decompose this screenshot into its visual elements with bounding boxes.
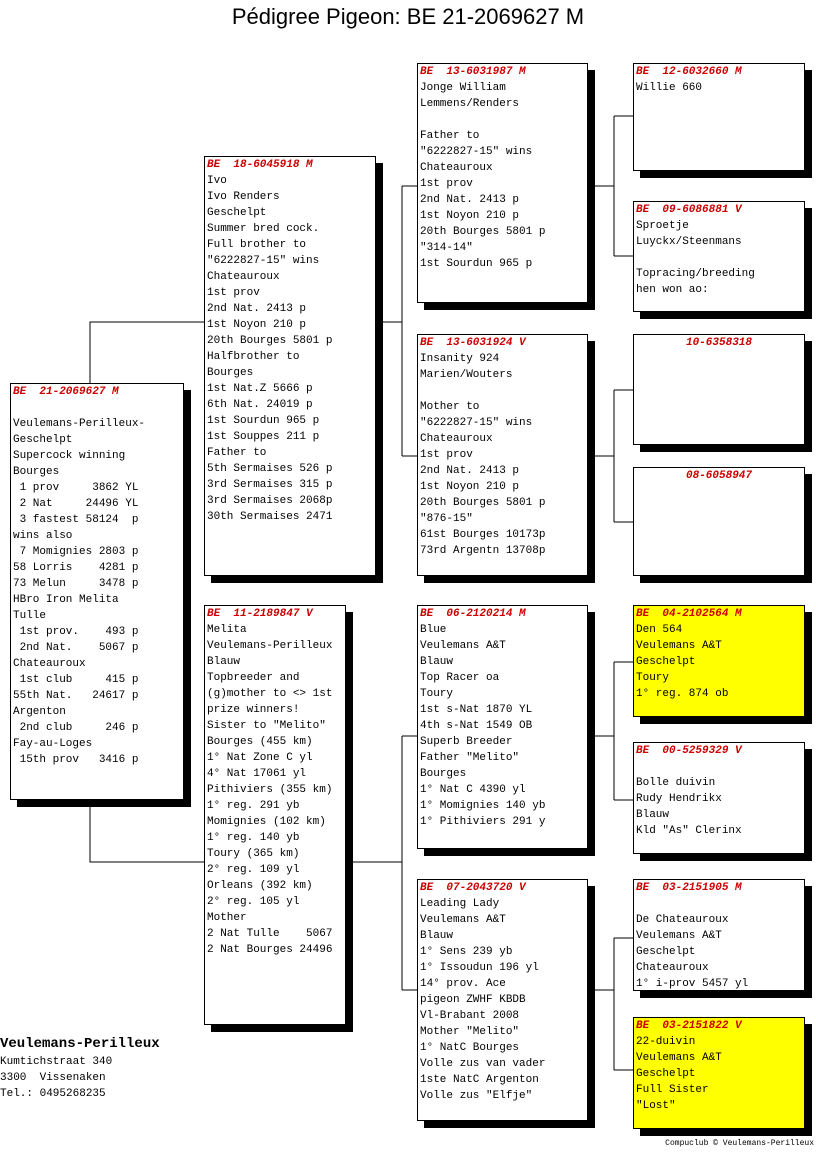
- detail-line: Volle zus van vader: [420, 1058, 546, 1070]
- fmm-ring-number: 08-6058947: [685, 470, 752, 482]
- paternal-grandmother-card: [417, 334, 588, 576]
- mother-ring-number: BE 11-2189847 V: [207, 608, 313, 620]
- ffm-ring-number: BE 09-6086881 V: [636, 204, 742, 216]
- detail-line: Mother "Melito": [420, 1026, 520, 1038]
- detail-line: Toury: [420, 688, 454, 700]
- detail-line: Geschelpt: [636, 656, 696, 668]
- detail-line: Blauw: [207, 656, 241, 668]
- great-grandparent-card-mff: [633, 605, 805, 717]
- detail-line: Vl-Brabant 2008: [420, 1010, 520, 1022]
- detail-line: Father to: [207, 447, 267, 459]
- mmf-details: [636, 896, 802, 991]
- detail-line: Veulemans A&T: [420, 640, 506, 652]
- detail-line: 1st prov. 493 p: [13, 626, 139, 638]
- mother-card: [204, 605, 346, 1025]
- breeder-name: Veulemans-Perilleux: [0, 1036, 160, 1052]
- detail-line: Sister to "Melito": [207, 720, 326, 732]
- detail-line: Bourges: [207, 367, 254, 379]
- detail-line: 2nd Nat. 2413 p: [420, 194, 520, 206]
- detail-line: [636, 759, 802, 775]
- detail-line: Fay-au-Loges: [13, 738, 93, 750]
- detail-line: 3rd Sermaises 315 p: [207, 479, 333, 491]
- detail-line: Geschelpt: [207, 207, 267, 219]
- detail-line: 1° Issoudun 196 yl: [420, 962, 539, 974]
- breeder-street: Kumtichstraat 340: [0, 1056, 113, 1068]
- detail-line: 1° Nat Zone C yl: [207, 752, 313, 764]
- detail-line: 1st Sourdun 965 p: [207, 415, 320, 427]
- detail-line: 58 Lorris 4281 p: [13, 562, 139, 574]
- detail-line: 3rd Sermaises 2068p: [207, 495, 333, 507]
- detail-line: Father "Melito": [420, 752, 520, 764]
- great-grandparent-card-fmm: [633, 467, 805, 576]
- great-grandparent-card-ffm: [633, 201, 805, 312]
- detail-line: Luyckx/Steenmans: [636, 236, 742, 248]
- detail-line: Full Sister: [636, 1084, 709, 1096]
- detail-line: Melita: [207, 624, 247, 636]
- detail-line: Topracing/breeding: [636, 268, 755, 280]
- detail-line: Veulemans-Perilleux: [207, 640, 333, 652]
- detail-line: Orleans (392 km): [207, 880, 313, 892]
- detail-line: [636, 896, 802, 912]
- subject-details: [13, 400, 181, 768]
- detail-line: 1° Sens 239 yb: [420, 946, 513, 958]
- fmf-ring-number: 10-6358318: [685, 337, 752, 349]
- detail-line: Full brother to: [207, 239, 307, 251]
- detail-line: Willie 660: [636, 82, 703, 94]
- detail-line: Toury: [636, 672, 670, 684]
- mfm-details: [636, 759, 802, 839]
- detail-line: 2 Nat 24496 YL: [13, 498, 139, 510]
- detail-line: 2° reg. 105 yl: [207, 896, 300, 908]
- detail-line: Jonge William: [420, 82, 506, 94]
- detail-line: 1st Noyon 210 p: [420, 210, 520, 222]
- detail-line: 1st prov: [420, 178, 473, 190]
- detail-line: 1st Noyon 210 p: [207, 319, 307, 331]
- footer-credit: Compuclub © Veulemans-Perilleux: [665, 1139, 814, 1148]
- detail-line: 2 Nat Bourges 24496: [207, 944, 333, 956]
- detail-line: Ivo: [207, 175, 227, 187]
- detail-line: Chateauroux: [636, 962, 709, 974]
- detail-line: [420, 383, 585, 399]
- detail-line: 73 Melun 3478 p: [13, 578, 139, 590]
- detail-line: Top Racer oa: [420, 672, 500, 684]
- detail-line: 2° reg. 109 yl: [207, 864, 300, 876]
- detail-line: Pithiviers (355 km): [207, 784, 333, 796]
- detail-line: Rudy Hendrikx: [636, 793, 722, 805]
- mff-ring-number: BE 04-2102564 M: [636, 608, 742, 620]
- detail-line: 20th Bourges 5801 p: [207, 335, 333, 347]
- detail-line: Veulemans A&T: [636, 1052, 722, 1064]
- father-ring-number: BE 18-6045918 M: [207, 159, 313, 171]
- maternal-grandfather-card: [417, 605, 588, 849]
- mother-details: [207, 622, 343, 958]
- detail-line: 1° NatC Bourges: [420, 1042, 520, 1054]
- detail-line: Father to: [420, 130, 480, 142]
- detail-line: Veulemans A&T: [636, 930, 722, 942]
- detail-line: prize winners!: [207, 704, 300, 716]
- detail-line: 1st Noyon 210 p: [420, 481, 520, 493]
- maternal-grandmother-ring-number: BE 07-2043720 V: [420, 882, 526, 894]
- detail-line: Toury (365 km): [207, 848, 300, 860]
- detail-line: Bolle duivin: [636, 777, 716, 789]
- detail-line: Mother to: [420, 401, 480, 413]
- mmm-details: [636, 1034, 802, 1114]
- breeder-phone: Tel.: 0495268235: [0, 1088, 106, 1100]
- detail-line: 2nd Nat. 5067 p: [13, 642, 139, 654]
- detail-line: Insanity 924: [420, 353, 500, 365]
- detail-line: Lemmens/Renders: [420, 98, 520, 110]
- detail-line: 1ste NatC Argenton: [420, 1074, 539, 1086]
- detail-line: Volle zus "Elfje": [420, 1090, 533, 1102]
- detail-line: Blue: [420, 624, 447, 636]
- detail-line: "876-15": [420, 513, 473, 525]
- detail-line: 4° Nat 17061 yl: [207, 768, 307, 780]
- detail-line: Summer bred cock.: [207, 223, 320, 235]
- page-title: Pédigree Pigeon: BE 21-2069627 M: [231, 4, 585, 29]
- mmf-ring-number: BE 03-2151905 M: [636, 882, 742, 894]
- detail-line: "6222827-15" wins: [420, 417, 533, 429]
- detail-line: 1st prov: [420, 449, 473, 461]
- detail-line: pigeon ZWHF KBDB: [420, 994, 526, 1006]
- detail-line: Kld "As" Clerinx: [636, 825, 742, 837]
- great-grandparent-card-fmf: [633, 334, 805, 445]
- subject-ring-number: BE 21-2069627 M: [13, 386, 119, 398]
- fff-ring-number: BE 12-6032660 M: [636, 66, 742, 78]
- detail-line: Topbreeder and: [207, 672, 300, 684]
- detail-line: Superb Breeder: [420, 736, 513, 748]
- father-details: [207, 173, 373, 525]
- detail-line: 1st Souppes 211 p: [207, 431, 320, 443]
- detail-line: (g)mother to <> 1st: [207, 688, 333, 700]
- great-grandparent-card-mmf: [633, 879, 805, 991]
- detail-line: Argenton: [13, 706, 66, 718]
- detail-line: 1° i-prov 5457 yl: [636, 978, 749, 990]
- detail-line: Bourges: [13, 466, 60, 478]
- detail-line: 1 prov 3862 YL: [13, 482, 139, 494]
- great-grandparent-card-fff: [633, 63, 805, 171]
- detail-line: "6222827-15" wins: [420, 146, 533, 158]
- detail-line: 1st prov: [207, 287, 260, 299]
- detail-line: 1° reg. 291 yb: [207, 800, 300, 812]
- detail-line: wins also: [13, 530, 73, 542]
- detail-line: 1° reg. 874 ob: [636, 688, 729, 700]
- detail-line: Geschelpt: [636, 946, 696, 958]
- detail-line: Veulemans-Perilleux-: [13, 418, 146, 430]
- paternal-grandmother-details: [420, 351, 585, 559]
- detail-line: 1st Nat.Z 5666 p: [207, 383, 313, 395]
- detail-line: Marien/Wouters: [420, 369, 513, 381]
- detail-line: Chateauroux: [420, 162, 493, 174]
- paternal-grandfather-card: [417, 63, 588, 303]
- detail-line: Sproetje: [636, 220, 689, 232]
- maternal-grandmother-card: [417, 879, 588, 1121]
- detail-line: Bourges: [420, 768, 467, 780]
- maternal-grandfather-details: [420, 622, 585, 830]
- detail-line: Chateauroux: [420, 433, 493, 445]
- detail-line: hen won ao:: [636, 284, 709, 296]
- detail-line: Blauw: [636, 809, 670, 821]
- paternal-grandmother-ring-number: BE 13-6031924 V: [420, 337, 526, 349]
- detail-line: Halfbrother to: [207, 351, 300, 363]
- detail-line: Chateauroux: [207, 271, 280, 283]
- detail-line: 55th Nat. 24617 p: [13, 690, 139, 702]
- detail-line: 20th Bourges 5801 p: [420, 497, 546, 509]
- great-grandparent-card-mmm: [633, 1017, 805, 1129]
- detail-line: 61st Bourges 10173p: [420, 529, 546, 541]
- detail-line: 73rd Argentn 13708p: [420, 545, 546, 557]
- detail-line: 5th Sermaises 526 p: [207, 463, 333, 475]
- father-card: [204, 156, 376, 576]
- detail-line: [13, 400, 181, 416]
- detail-line: 1° Momignies 140 yb: [420, 800, 546, 812]
- detail-line: Supercock winning: [13, 450, 126, 462]
- detail-line: Tulle: [13, 610, 47, 622]
- detail-line: 20th Bourges 5801 p: [420, 226, 546, 238]
- detail-line: "Lost": [636, 1100, 676, 1112]
- paternal-grandfather-ring-number: BE 13-6031987 M: [420, 66, 526, 78]
- detail-line: Veulemans A&T: [636, 640, 722, 652]
- detail-line: 22-duivin: [636, 1036, 696, 1048]
- mmm-ring-number: BE 03-2151822 V: [636, 1020, 742, 1032]
- detail-line: 1st Sourdun 965 p: [420, 258, 533, 270]
- detail-line: 2 Nat Tulle 5067: [207, 928, 333, 940]
- detail-line: 1° Nat C 4390 yl: [420, 784, 526, 796]
- breeder-city: 3300 Vissenaken: [0, 1072, 106, 1084]
- detail-line: 15th prov 3416 p: [13, 754, 139, 766]
- detail-line: 30th Sermaises 2471: [207, 511, 333, 523]
- detail-line: HBro Iron Melita: [13, 594, 119, 606]
- detail-line: Geschelpt: [636, 1068, 696, 1080]
- detail-line: Bourges (455 km): [207, 736, 313, 748]
- subject-pigeon-card: [10, 383, 184, 800]
- detail-line: Den 564: [636, 624, 683, 636]
- detail-line: Leading Lady: [420, 898, 500, 910]
- detail-line: 1° Pithiviers 291 y: [420, 816, 546, 828]
- detail-line: 7 Momignies 2803 p: [13, 546, 139, 558]
- detail-line: Mother: [207, 912, 247, 924]
- detail-line: [636, 250, 802, 266]
- ffm-details: [636, 218, 802, 298]
- mfm-ring-number: BE 00-5259329 V: [636, 745, 742, 757]
- mff-details: [636, 622, 802, 702]
- detail-line: Geschelpt: [13, 434, 73, 446]
- detail-line: 1st club 415 p: [13, 674, 139, 686]
- detail-line: 2nd Nat. 2413 p: [207, 303, 307, 315]
- detail-line: 2nd club 246 p: [13, 722, 139, 734]
- detail-line: 6th Nat. 24019 p: [207, 399, 313, 411]
- detail-line: 1st s-Nat 1870 YL: [420, 704, 533, 716]
- detail-line: 1° reg. 140 yb: [207, 832, 300, 844]
- detail-line: Veulemans A&T: [420, 914, 506, 926]
- detail-line: "314-14": [420, 242, 473, 254]
- breeder-info: [0, 1034, 160, 1102]
- great-grandparent-card-mfm: [633, 742, 805, 854]
- detail-line: Momignies (102 km): [207, 816, 326, 828]
- detail-line: Ivo Renders: [207, 191, 280, 203]
- detail-line: 4th s-Nat 1549 OB: [420, 720, 533, 732]
- detail-line: 14° prov. Ace: [420, 978, 506, 990]
- fff-details: [636, 80, 802, 96]
- maternal-grandmother-details: [420, 896, 585, 1104]
- maternal-grandfather-ring-number: BE 06-2120214 M: [420, 608, 526, 620]
- detail-line: Chateauroux: [13, 658, 86, 670]
- detail-line: 2nd Nat. 2413 p: [420, 465, 520, 477]
- detail-line: De Chateauroux: [636, 914, 729, 926]
- detail-line: "6222827-15" wins: [207, 255, 320, 267]
- detail-line: 3 fastest 58124 p: [13, 514, 139, 526]
- paternal-grandfather-details: [420, 80, 585, 272]
- detail-line: Blauw: [420, 656, 454, 668]
- detail-line: [420, 112, 585, 128]
- detail-line: Blauw: [420, 930, 454, 942]
